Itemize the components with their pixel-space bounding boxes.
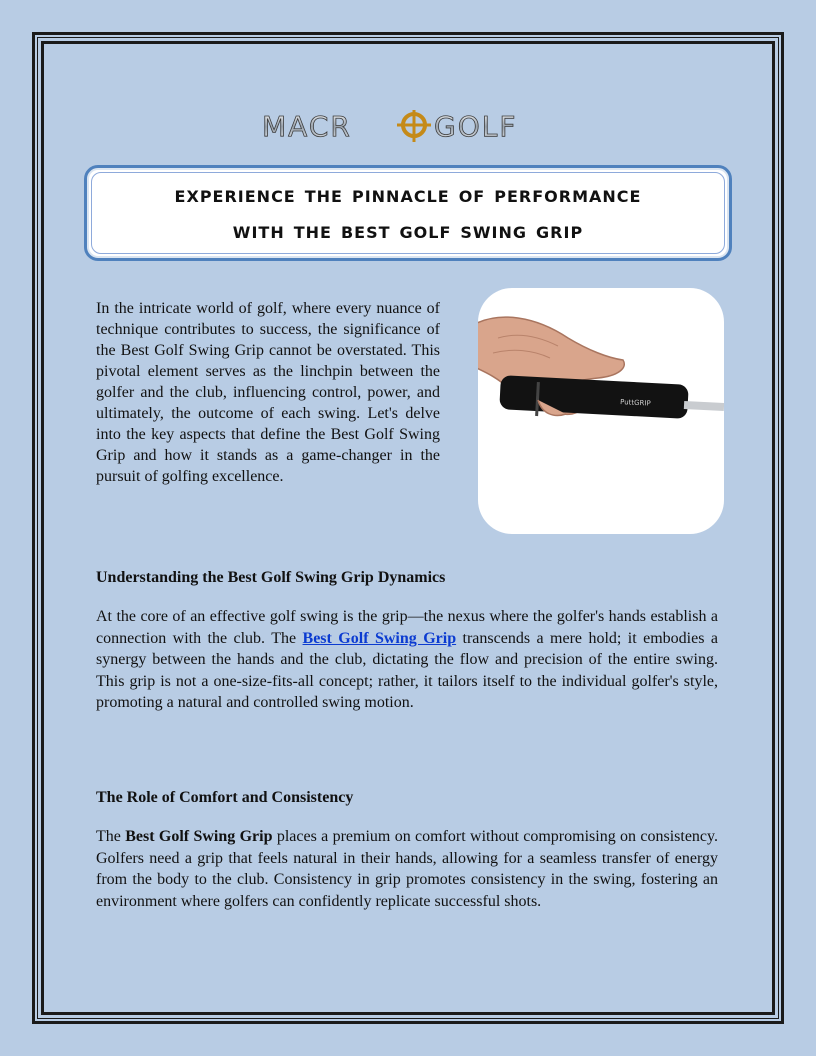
section-heading-dynamics: Understanding the Best Golf Swing Grip Dynamics bbox=[96, 569, 446, 586]
page-title bbox=[175, 177, 642, 249]
title-line-1: experience the pinnacle of performance bbox=[174, 182, 642, 208]
crosshair-icon bbox=[397, 110, 431, 142]
golf-grip-photo bbox=[478, 288, 724, 534]
title-banner bbox=[84, 165, 732, 261]
best-golf-swing-grip-link[interactable]: Best Golf Swing Grip bbox=[302, 629, 457, 647]
comfort-text-after: places a premium on comfort without compromising on consistency. Golfers need a grip that feels natural in their hands, allowing for a seamless transfer of energy from the body to the club. Consistency in grip promotes consistency in the swing, fostering an environment where golfers can confidently replicate successful shots. bbox=[96, 828, 718, 910]
comfort-bold-term: Best Golf Swing Grip bbox=[125, 828, 273, 845]
dynamics-text-before: At the core of an effective golf swing is the grip—the nexus where the golfer's hands establish a connection with the club. The bbox=[96, 608, 718, 647]
section-paragraph-comfort bbox=[96, 826, 718, 912]
grip-brand-label: PuttGRIP bbox=[619, 398, 651, 408]
macrogolf-logo bbox=[262, 110, 552, 142]
section-paragraph-dynamics bbox=[96, 606, 718, 714]
section-heading-comfort: The Role of Comfort and Consistency bbox=[96, 789, 354, 806]
dynamics-text-after: transcends a mere hold; it embodies a synergy between the hands and the club, dictating the flow and precision of the entire swing. This grip is not a one-size-fits-all concept; rather, it tailors itself to the individual golfer's style, promoting a natural and controlled swing motion. bbox=[96, 629, 718, 711]
comfort-text-before: The bbox=[96, 828, 126, 845]
logo-text-right: GOLF bbox=[434, 110, 518, 142]
intro-paragraph: In the intricate world of golf, where every nuance of technique contributes to success, the significance of the Best Golf Swing Grip cannot be overstated. This pivotal element serves as the linchpin between the golfer and the club, influencing control, power, and ultimately, the outcome of each swing. Let's delve into the key aspects that define the Best Golf Swing Grip and how it stands as a game-changer in the pursuit of golfing excellence. bbox=[96, 300, 440, 485]
title-line-2: with the best golf swing grip bbox=[232, 218, 584, 244]
hand-holding-grip-illustration bbox=[478, 288, 724, 534]
logo-text-left: MACR bbox=[262, 110, 352, 142]
